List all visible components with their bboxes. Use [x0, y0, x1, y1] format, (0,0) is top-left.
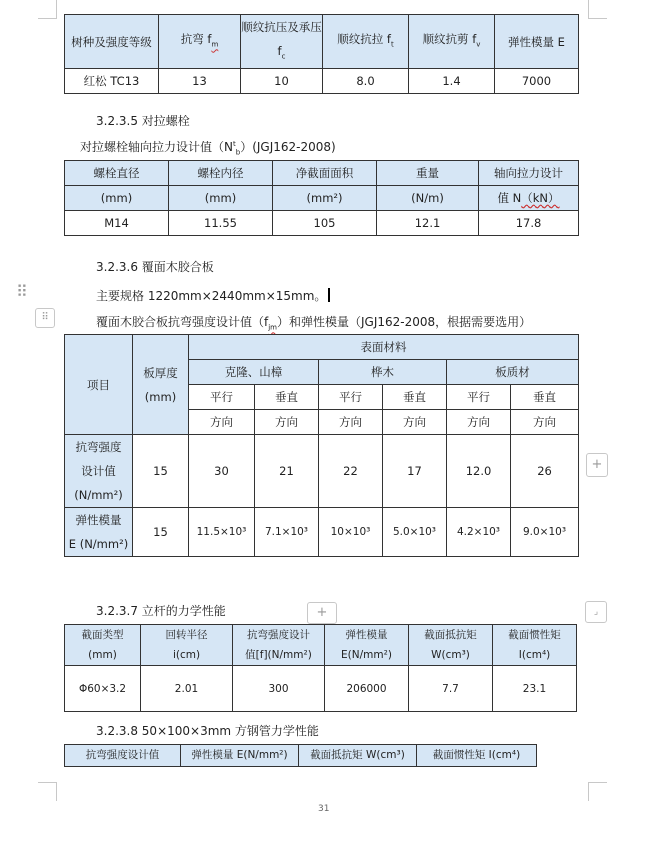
header-moment-inertia: 截面惯性矩 I(cm⁴) [493, 625, 577, 666]
header-compression: 顺纹抗压及承压 $f_c$ [241, 15, 323, 69]
header-bending-design: 抗弯强度设计值 [65, 745, 181, 767]
cell: 206000 [325, 666, 409, 712]
header-direction: 方向 [319, 410, 383, 435]
header-bolt-diameter: 螺栓直径 [65, 161, 169, 186]
cell: 2.01 [141, 666, 233, 712]
header-net-area: 净截面面积 [273, 161, 377, 186]
cell: 21 [255, 435, 319, 508]
header-elastic-modulus: 弹性模量 E(N/mm²) [325, 625, 409, 666]
cell: 23.1 [493, 666, 577, 712]
header-tension: 顺纹抗拉 $f_t$ [323, 15, 409, 69]
corner-mark-top-left [38, 0, 57, 19]
cell: 10×10³ [319, 508, 383, 557]
header-thickness: 板厚度 (mm) [133, 335, 189, 435]
cell: 22 [319, 435, 383, 508]
cell-axial-force: 17.8 [479, 211, 579, 236]
section-3-2-3-8-title: 3.2.3.8 50×100×3mm 方钢管力学性能 [96, 724, 319, 738]
header-bending-strength: 抗弯强度设计 值[f](N/mm²) [233, 625, 325, 666]
header-direction: 方向 [383, 410, 447, 435]
corner-mark-bottom-left [38, 782, 57, 801]
header-section-modulus: 截面抵抗矩 W(cm³) [409, 625, 493, 666]
cell-shear: 1.4 [409, 69, 495, 94]
cell: 15 [133, 435, 189, 508]
cell-bending: 13 [159, 69, 241, 94]
section-3-2-3-6-title: 3.2.3.6 覆面木胶合板 [96, 260, 214, 274]
cell: 11.5×10³ [189, 508, 255, 557]
header-parallel: 平行 [447, 385, 511, 410]
row-label-bending: 抗弯强度 设计值 (N/mm²) [65, 435, 133, 508]
header-direction: 方向 [255, 410, 319, 435]
unit-mm: (mm) [65, 186, 169, 211]
header-surface-material: 表面材料 [189, 335, 579, 360]
plywood-spec-text[interactable]: 主要规格 1220mm×2440mm×15mm。 [96, 286, 330, 304]
section-3-2-3-5-title: 3.2.3.5 对拉螺栓 [96, 114, 190, 128]
wood-strength-table [64, 14, 579, 94]
header-section-modulus: 截面抵抗矩 W(cm³) [299, 745, 417, 767]
cell-weight: 12.1 [377, 211, 479, 236]
header-perpendicular: 垂直 [255, 385, 319, 410]
cell: 4.2×10³ [447, 508, 511, 557]
unit-mm2: (mm²) [273, 186, 377, 211]
cell-bolt-inner: 11.55 [169, 211, 273, 236]
cell-modulus: 7000 [495, 69, 579, 94]
header-weight: 重量 [377, 161, 479, 186]
header-axial-force: 轴向拉力设计 [479, 161, 579, 186]
bolt-caption: 对拉螺栓轴向拉力设计值$(N^t_b)(JGJ162-2008)$ [80, 140, 336, 157]
header-shear: 顺纹抗剪 $f_v$ [409, 15, 495, 69]
cell: 7.7 [409, 666, 493, 712]
header-item: 项目 [65, 335, 133, 435]
cell: 5.0×10³ [383, 508, 447, 557]
header-section-type: 截面类型 (mm) [65, 625, 141, 666]
header-perpendicular: 垂直 [383, 385, 447, 410]
corner-mark-bottom-right [588, 782, 607, 801]
cell-species: 红松 TC13 [65, 69, 159, 94]
cell-net-area: 105 [273, 211, 377, 236]
cell: 30 [189, 435, 255, 508]
header-moment-inertia: 截面惯性矩 I(cm⁴) [417, 745, 537, 767]
drag-handle-icon[interactable]: ⠿ [16, 282, 28, 301]
steel-tube-table [64, 744, 537, 767]
header-modulus: 弹性模量 E [495, 15, 579, 69]
page-number: 31 [318, 804, 330, 814]
header-material-3: 板质材 [447, 360, 579, 385]
header-species: 树种及强度等级 [65, 15, 159, 69]
header-material-2: 桦木 [319, 360, 447, 385]
header-radius: 回转半径 i(cm) [141, 625, 233, 666]
add-row-button[interactable]: + [307, 602, 337, 624]
plywood-table [64, 334, 579, 557]
cell: 17 [383, 435, 447, 508]
cell-tension: 8.0 [323, 69, 409, 94]
pole-table [64, 624, 577, 712]
text-cursor [328, 288, 330, 302]
bolt-table [64, 160, 579, 236]
cell-compression: 10 [241, 69, 323, 94]
cell: 15 [133, 508, 189, 557]
unit-n-per-m: (N/m) [377, 186, 479, 211]
cell: 9.0×10³ [511, 508, 579, 557]
header-elastic-modulus: 弹性模量 E(N/mm²) [181, 745, 299, 767]
header-direction: 方向 [511, 410, 579, 435]
corner-mark-top-right [588, 0, 607, 19]
header-direction: 方向 [189, 410, 255, 435]
cell: 300 [233, 666, 325, 712]
cell: 12.0 [447, 435, 511, 508]
header-bolt-inner: 螺栓内径 [169, 161, 273, 186]
plywood-caption: 覆面木胶合板抗弯强度设计值$(f_{jm})$和弹性模量（JGJ162-2008，根据需要选用） [96, 315, 532, 332]
header-material-1: 克隆、山樟 [189, 360, 319, 385]
add-column-button[interactable]: + [586, 453, 608, 477]
header-parallel: 平行 [319, 385, 383, 410]
section-3-2-3-7-title: 3.2.3.7 立杆的力学性能 [96, 604, 226, 618]
cell: Φ60×3.2 [65, 666, 141, 712]
row-label-modulus: 弹性模量 E (N/mm²) [65, 508, 133, 557]
cell: 7.1×10³ [255, 508, 319, 557]
cell: 26 [511, 435, 579, 508]
header-direction: 方向 [447, 410, 511, 435]
unit-mm-2: (mm) [169, 186, 273, 211]
block-menu-icon[interactable]: ⠿ [35, 308, 55, 328]
resize-table-icon[interactable]: ⌟ [585, 601, 607, 623]
unit-kn: 值 N（kN） [479, 186, 579, 211]
cell-bolt-size: M14 [65, 211, 169, 236]
header-parallel: 平行 [189, 385, 255, 410]
header-bending: 抗弯 $f_m$ [159, 15, 241, 69]
header-perpendicular: 垂直 [511, 385, 579, 410]
